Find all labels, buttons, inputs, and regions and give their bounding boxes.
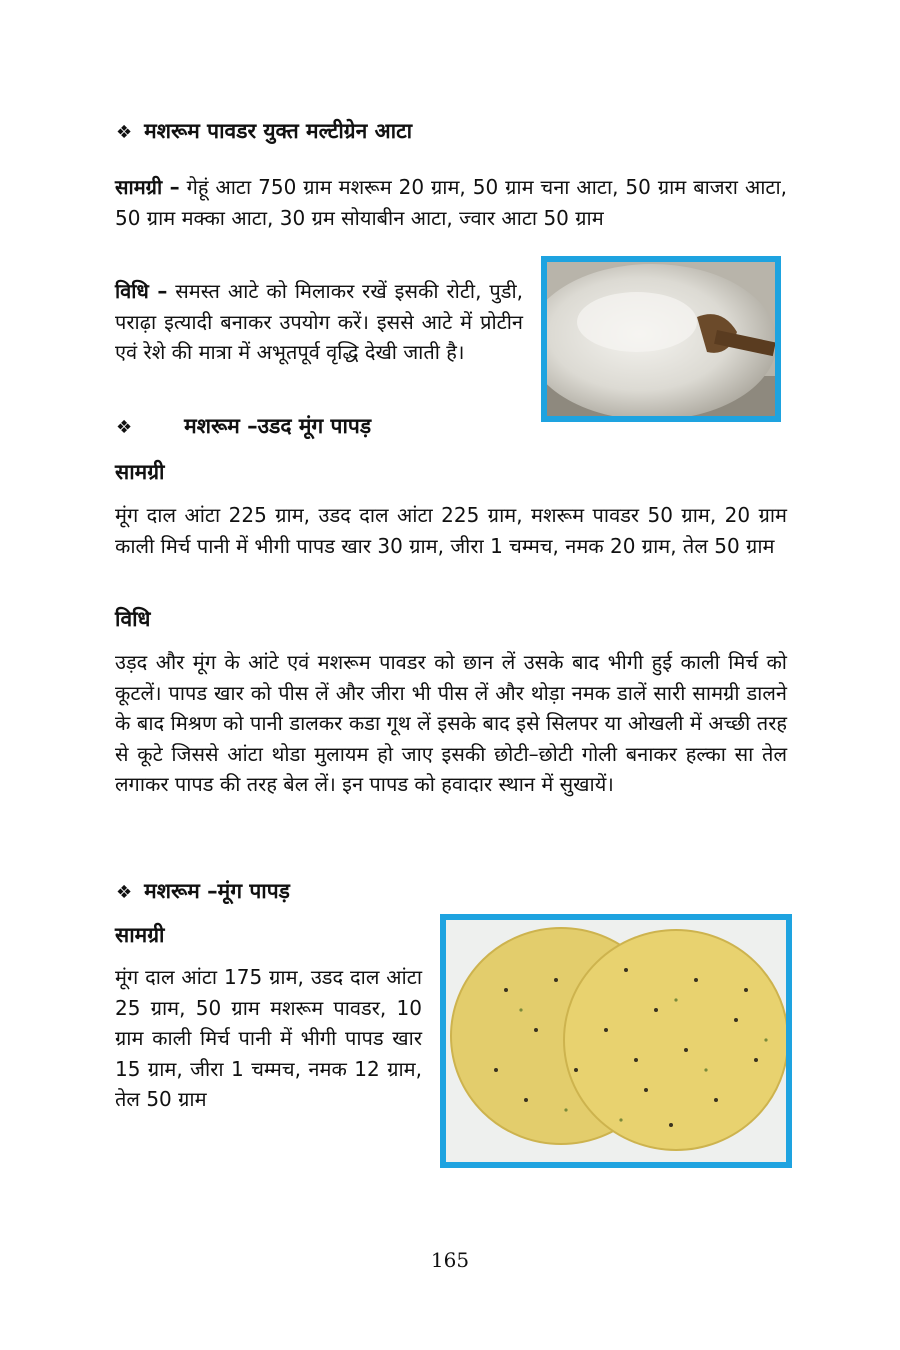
flour-bowl-icon xyxy=(547,262,775,416)
section3-title: मशरूम –मूंग पापड़ xyxy=(144,879,290,903)
section1-ingredients-label: सामग्री – xyxy=(115,175,180,199)
papad-icon xyxy=(446,920,786,1162)
section2-title: मशरूम –उडद मूंग पापड़ xyxy=(184,414,372,438)
flour-image xyxy=(541,256,781,422)
bullet-icon: ❖ xyxy=(116,417,133,438)
section1-ingredients xyxy=(115,172,787,233)
section3-ingredients-heading: सामग्री xyxy=(115,923,165,947)
section1-ingredients-text: गेहूं आटा 750 ग्राम मशरूम 20 ग्राम, 50 ग्राम चना आटा, 50 ग्राम बाजरा आटा, 50 ग्राम मक्का आटा, 30 ग्रम सोयाबीन आटा, ज्वार आटा 50 ग्राम xyxy=(115,175,787,230)
section1-method-label: विधि – xyxy=(115,279,168,303)
bullet-icon: ❖ xyxy=(116,122,133,143)
section1-title: मशरूम पावडर युक्त मल्टीग्रेन आटा xyxy=(144,119,413,143)
page-number: 165 xyxy=(430,1248,470,1272)
section1-heading xyxy=(116,116,412,148)
papad-image xyxy=(440,914,792,1168)
section2-ingredients-text: मूंग दाल आंटा 225 ग्राम, उडद दाल आंटा 225 ग्राम, मशरूम पावडर 50 ग्राम, 20 ग्राम काली मिर्च पानी में भीगी पापड खार 30 ग्राम, जीरा 1 चम्मच, नमक 20 ग्राम, तेल 50 ग्राम xyxy=(115,503,787,558)
bullet-icon: ❖ xyxy=(116,882,133,903)
section1-method xyxy=(115,276,523,368)
section2-ingredients-heading: सामग्री xyxy=(115,460,165,484)
section1-method-text: समस्त आटे को मिलाकर रखें इसकी रोटी, पुडी, पराढ़ा इत्यादी बनाकर उपयोग करें। इससे आटे में प्रोटीन एवं रेशे की मात्रा में अभूतपूर्व वृद्धि देखी जाती है। xyxy=(115,279,524,364)
section3-ingredients-text: मूंग दाल आंटा 175 ग्राम, उडद दाल आंटा 25 ग्राम, 50 ग्राम मशरूम पावडर, 10 ग्राम काली मिर्च पानी में भीगी पापड खार 15 ग्राम, जीरा 1 चम्मच, नमक 12 ग्राम, तेल 50 ग्राम xyxy=(115,965,422,1111)
section2-method-text: उड़द और मूंग के आंटे एवं मशरूम पावडर को छान लें उसके बाद भीगी हुई काली मिर्च को कूटलें। पापड खार को पीस लें और जीरा भी पीस लें और थोड़ा नमक डालें सारी सामग्री डालने के बाद मिश्रण को पानी डालकर कडा गूथ लें इसके बाद इसे सिलपर या ओखली में अच्छी तरह से कूटे जिससे आंटा थोडा मुलायम हो जाए इसकी छोटी–छोटी गोली बनाकर हल्का सा तेल लगाकर पापड की तरह बेल लें। इन पापड को हवादार स्थान में सुखायें। xyxy=(115,650,787,796)
section2-heading xyxy=(116,411,371,443)
section3-heading xyxy=(116,876,290,908)
section2-method-heading: विधि xyxy=(115,607,151,631)
